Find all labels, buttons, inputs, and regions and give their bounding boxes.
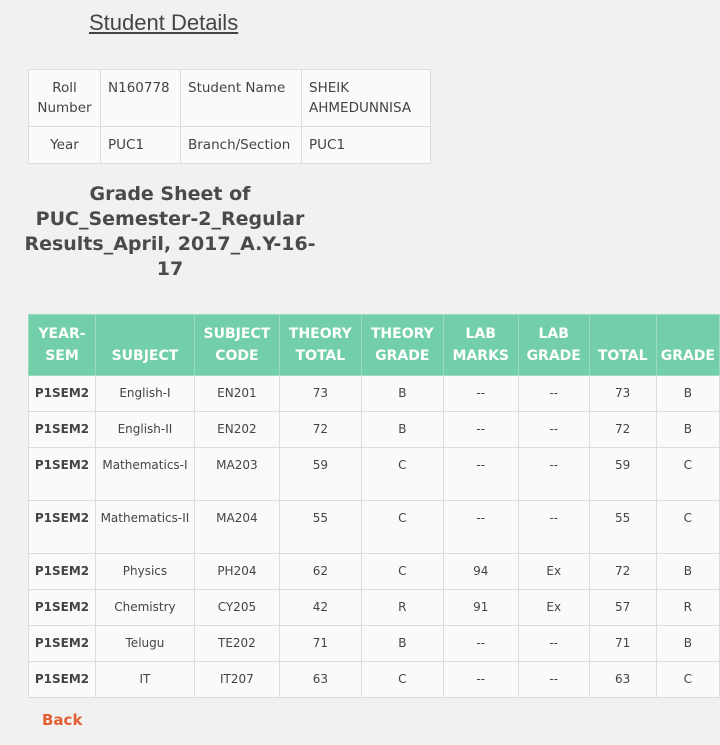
cell-grade: R [656,590,719,626]
cell-lab-grade: -- [518,412,589,448]
cell-year-sem: P1SEM2 [29,554,96,590]
table-row [29,376,720,412]
cell-lab-grade: -- [518,376,589,412]
cell-lab-marks: 94 [443,554,518,590]
col-subject: SUBJECT [95,315,194,376]
cell-grade: B [656,376,719,412]
cell-total: 71 [589,626,656,662]
cell-lab-marks: -- [443,412,518,448]
cell-theory-total: 71 [279,626,361,662]
col-subject-code: SUBJECT CODE [194,315,279,376]
cell-theory-total: 42 [279,590,361,626]
cell-grade: C [656,448,719,501]
cell-total: 63 [589,662,656,698]
year-value: PUC1 [101,127,181,164]
cell-theory-total: 73 [279,376,361,412]
cell-subject: English-II [95,412,194,448]
cell-year-sem: P1SEM2 [29,501,96,554]
student-details-table [28,69,431,164]
cell-subject: English-I [95,376,194,412]
cell-theory-total: 55 [279,501,361,554]
cell-lab-grade: -- [518,501,589,554]
cell-total: 72 [589,554,656,590]
cell-lab-grade: Ex [518,554,589,590]
cell-theory-grade: C [361,662,443,698]
details-row-roll [29,70,431,127]
back-link[interactable]: Back [42,711,83,729]
cell-year-sem: P1SEM2 [29,590,96,626]
cell-grade: C [656,501,719,554]
col-lab-grade: LAB GRADE [518,315,589,376]
cell-year-sem: P1SEM2 [29,376,96,412]
cell-subject-code: PH204 [194,554,279,590]
table-row [29,412,720,448]
cell-theory-grade: B [361,626,443,662]
col-theory-grade: THEORY GRADE [361,315,443,376]
cell-grade: B [656,626,719,662]
cell-lab-marks: 91 [443,590,518,626]
cell-subject: Telugu [95,626,194,662]
cell-year-sem: P1SEM2 [29,626,96,662]
cell-subject-code: IT207 [194,662,279,698]
col-lab-marks: LAB MARKS [443,315,518,376]
year-label: Year [29,127,101,164]
table-row [29,662,720,698]
cell-total: 55 [589,501,656,554]
cell-theory-grade: C [361,501,443,554]
cell-lab-marks: -- [443,376,518,412]
cell-lab-marks: -- [443,501,518,554]
col-year-sem: YEAR-SEM [29,315,96,376]
cell-subject-code: CY205 [194,590,279,626]
cell-lab-grade: -- [518,662,589,698]
student-name-value: SHEIK AHMEDUNNISA [302,70,431,127]
cell-theory-grade: C [361,448,443,501]
student-name-label: Student Name [181,70,302,127]
cell-subject-code: MA203 [194,448,279,501]
cell-theory-grade: B [361,376,443,412]
table-row [29,590,720,626]
cell-year-sem: P1SEM2 [29,662,96,698]
cell-year-sem: P1SEM2 [29,412,96,448]
table-row [29,626,720,662]
cell-theory-grade: C [361,554,443,590]
cell-grade: C [656,662,719,698]
page-title: Student Details [89,10,239,35]
grade-sheet-title: Grade Sheet of PUC_Semester-2_Regular Results_April, 2017_A.Y-16-17 [24,183,316,280]
cell-theory-total: 72 [279,412,361,448]
cell-theory-total: 63 [279,662,361,698]
cell-subject-code: MA204 [194,501,279,554]
cell-lab-marks: -- [443,626,518,662]
grade-table-header [29,315,720,376]
roll-number-label: Roll Number [29,70,101,127]
cell-theory-grade: B [361,412,443,448]
cell-subject: Mathematics-I [95,448,194,501]
cell-theory-grade: R [361,590,443,626]
col-total: TOTAL [589,315,656,376]
cell-total: 72 [589,412,656,448]
branch-section-value: PUC1 [302,127,431,164]
cell-lab-grade: -- [518,626,589,662]
details-row-year [29,127,431,164]
table-row [29,501,720,554]
cell-subject-code: EN201 [194,376,279,412]
cell-subject-code: EN202 [194,412,279,448]
cell-subject: Chemistry [95,590,194,626]
col-theory-total: THEORY TOTAL [279,315,361,376]
cell-lab-marks: -- [443,448,518,501]
cell-total: 57 [589,590,656,626]
grade-table [28,314,720,698]
cell-lab-marks: -- [443,662,518,698]
roll-number-value: N160778 [101,70,181,127]
cell-subject: IT [95,662,194,698]
col-grade: GRADE [656,315,719,376]
cell-theory-total: 59 [279,448,361,501]
branch-section-label: Branch/Section [181,127,302,164]
cell-total: 73 [589,376,656,412]
cell-subject-code: TE202 [194,626,279,662]
cell-lab-grade: Ex [518,590,589,626]
cell-total: 59 [589,448,656,501]
table-row [29,554,720,590]
cell-year-sem: P1SEM2 [29,448,96,501]
cell-grade: B [656,412,719,448]
cell-theory-total: 62 [279,554,361,590]
cell-subject: Mathematics-II [95,501,194,554]
table-row [29,448,720,501]
cell-lab-grade: -- [518,448,589,501]
cell-grade: B [656,554,719,590]
cell-subject: Physics [95,554,194,590]
